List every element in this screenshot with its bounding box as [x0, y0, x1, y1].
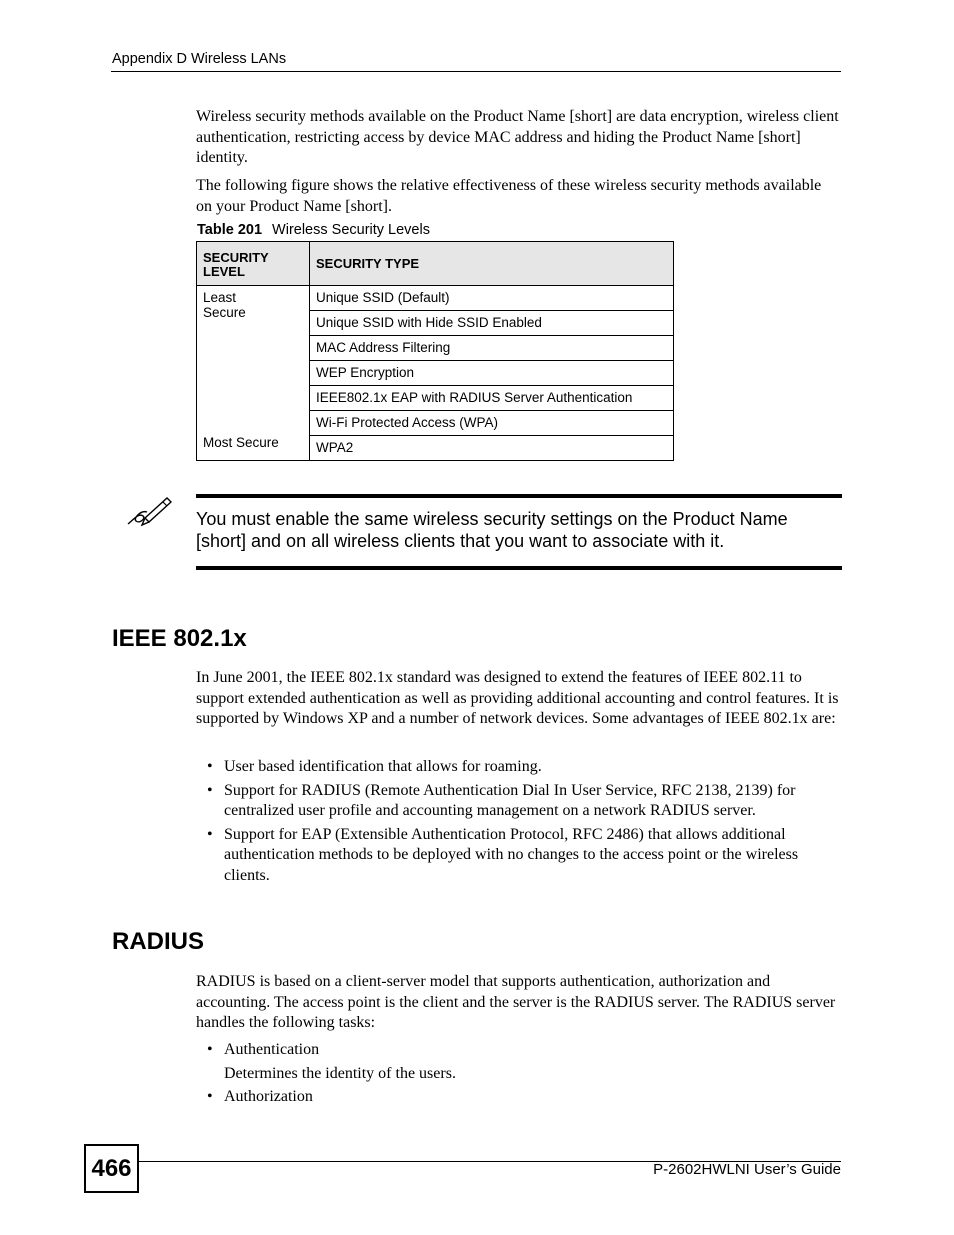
level-most-secure: Most Secure: [203, 435, 279, 450]
note-bottom-rule: [196, 566, 842, 570]
list-item-text: Support for EAP (Extensible Authentication Protocol, RFC 2486) that allows additional authentication methods to be deployed with no changes to the access point or the wireless clients.: [224, 825, 799, 884]
page-number: 466: [84, 1144, 139, 1193]
list-item: [196, 1040, 842, 1061]
ieee-paragraph: In June 2001, the IEEE 802.1x standard was designed to extend the features of IEEE 802.11 to support extended authentication as well as providing additional accounting and control features. It is supported by Windows XP and a number of network devices. Some advantages of IEEE 802.1x are:: [196, 669, 839, 727]
running-header: Appendix D Wireless LANs: [112, 51, 287, 67]
list-item: [196, 1087, 842, 1108]
list-item-text: Authorization: [224, 1088, 313, 1105]
bullet-icon: •: [207, 1088, 213, 1105]
note-text: You must enable the same wireless security settings on the Product Name [short] and on all wireless clients that you want to associate with it.: [196, 509, 788, 551]
ieee-advantages-list: [196, 757, 842, 889]
radius-tasks-list: [196, 1040, 842, 1111]
list-item: [196, 757, 842, 778]
table-row: [197, 286, 674, 311]
list-item-text: User based identification that allows for roaming.: [224, 758, 542, 775]
bullet-icon: •: [207, 825, 213, 843]
security-type-cell: Unique SSID with Hide SSID Enabled: [310, 311, 674, 336]
header-security-level: SECURITY LEVEL: [197, 242, 310, 286]
table-caption-title: Wireless Security Levels: [272, 222, 430, 238]
security-type-cell: IEEE802.1x EAP with RADIUS Server Authentication: [310, 386, 674, 411]
list-item-text: Support for RADIUS (Remote Authentication Dial In User Service, RFC 2138, 2139) for centralized user profile and accounting management on a network RADIUS server.: [224, 781, 796, 819]
intro-paragraph-2: The following figure shows the relative effectiveness of these wireless security methods available on your Product Name [short].: [196, 177, 822, 215]
security-type-cell: MAC Address Filtering: [310, 336, 674, 361]
security-type-cell: WPA2: [310, 436, 674, 461]
bullet-icon: •: [207, 781, 213, 799]
bullet-icon: •: [207, 1041, 213, 1058]
level-least-secure: Least Secure: [203, 290, 246, 320]
table-header-row: [197, 242, 674, 286]
intro-paragraph-1: Wireless security methods available on the Product Name [short] are data encryption, wireless client authentication, restricting access by device MAC address and hiding the Product Name [short] identity.: [196, 108, 839, 166]
security-type-cell: WEP Encryption: [310, 361, 674, 386]
note-top-rule: [196, 494, 842, 498]
table-caption-number: Table 201: [197, 222, 263, 238]
list-item: [196, 825, 842, 887]
section-heading-ieee: IEEE 802.1x: [112, 625, 247, 652]
security-levels-table: [196, 241, 674, 461]
security-level-cell: [197, 286, 310, 461]
security-type-cell: Wi-Fi Protected Access (WPA): [310, 411, 674, 436]
radius-paragraph: RADIUS is based on a client-server model that supports authentication, authorization and accounting. The access point is the client and the server is the RADIUS server. The RADIUS server handles the following tasks:: [196, 973, 836, 1031]
security-type-cell: Unique SSID (Default): [310, 286, 674, 311]
pen-note-icon: [125, 494, 173, 528]
table-caption: [197, 222, 430, 238]
list-item-text: Authentication: [224, 1041, 320, 1058]
list-item: [196, 781, 842, 822]
guide-title: P-2602HWLNI User’s Guide: [653, 1161, 841, 1178]
bullet-icon: •: [207, 758, 213, 775]
list-item-description: Determines the identity of the users.: [224, 1064, 456, 1082]
header-security-type: SECURITY TYPE: [310, 242, 674, 286]
section-heading-radius: RADIUS: [112, 928, 205, 955]
header-rule: [111, 71, 841, 72]
